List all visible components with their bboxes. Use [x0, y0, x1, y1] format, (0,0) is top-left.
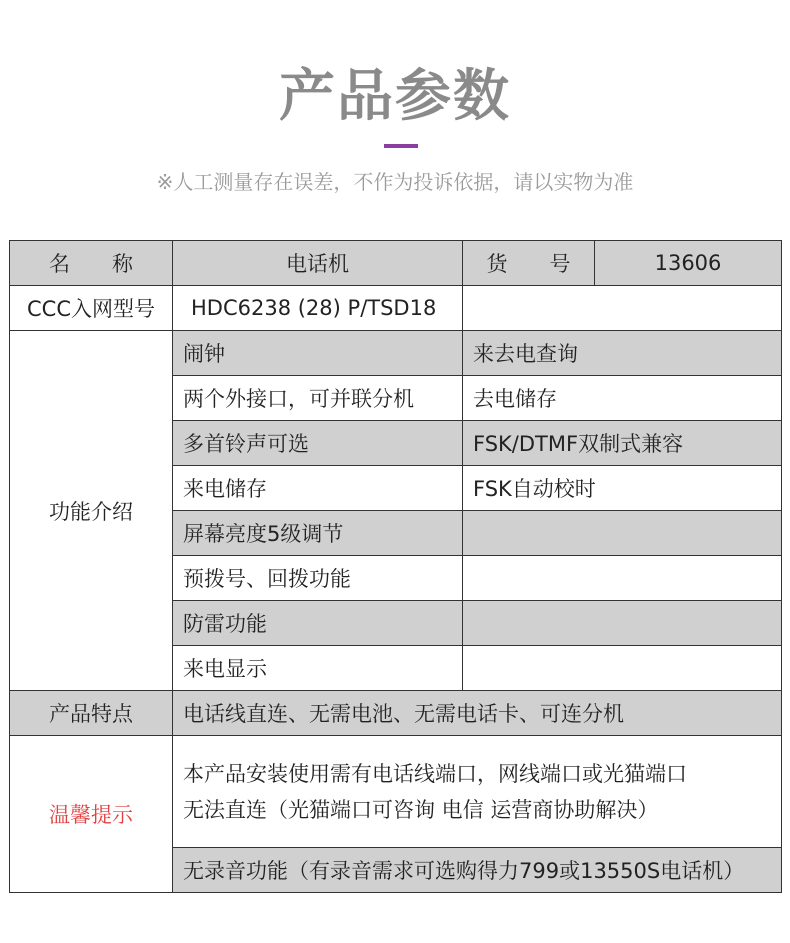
table-row	[10, 331, 782, 376]
table-row	[10, 286, 782, 331]
features-label: 功能介绍	[10, 331, 173, 691]
ccc-empty	[463, 286, 782, 331]
tips-text	[173, 736, 782, 848]
table-row	[10, 736, 782, 848]
page-title: 产品参数	[279, 64, 511, 129]
traits-label: 产品特点	[10, 691, 173, 736]
feature-left: 防雷功能	[173, 601, 463, 646]
tips-line-2: 无法直连（光猫端口可咨询 电信 运营商协助解决）	[183, 797, 659, 822]
feature-left: 预拨号、回拨功能	[173, 556, 463, 601]
feature-left: 闹钟	[173, 331, 463, 376]
ccc-value: HDC6238 (28) P/TSD18	[173, 286, 463, 331]
feature-right: 来去电查询	[463, 331, 782, 376]
feature-right	[463, 646, 782, 691]
feature-right	[463, 556, 782, 601]
tips-line-1: 本产品安装使用需有电话线端口，网线端口或光猫端口	[183, 761, 687, 786]
product-params-table	[9, 240, 782, 893]
feature-left: 两个外接口，可并联分机	[173, 376, 463, 421]
title-underline	[384, 144, 418, 148]
sku-value: 13606	[595, 241, 782, 286]
feature-left: 多首铃声可选	[173, 421, 463, 466]
table-row	[10, 241, 782, 286]
feature-right: FSK自动校时	[463, 466, 782, 511]
tips-line-3: 无录音功能（有录音需求可选购得力799或13550S电话机）	[173, 848, 782, 893]
table-row	[10, 691, 782, 736]
ccc-label: CCC入网型号	[10, 286, 173, 331]
feature-left: 屏幕亮度5级调节	[173, 511, 463, 556]
sku-label: 货 号	[463, 241, 595, 286]
feature-left: 来电储存	[173, 466, 463, 511]
feature-right: 去电储存	[463, 376, 782, 421]
feature-left: 来电显示	[173, 646, 463, 691]
name-value: 电话机	[173, 241, 463, 286]
disclaimer-text: ※人工测量存在误差，不作为投诉依据，请以实物为准	[156, 170, 634, 194]
feature-right	[463, 601, 782, 646]
name-label: 名 称	[10, 241, 173, 286]
traits-value: 电话线直连、无需电池、无需电话卡、可连分机	[173, 691, 782, 736]
feature-right	[463, 511, 782, 556]
tips-label: 温馨提示	[10, 736, 173, 893]
feature-right: FSK/DTMF双制式兼容	[463, 421, 782, 466]
